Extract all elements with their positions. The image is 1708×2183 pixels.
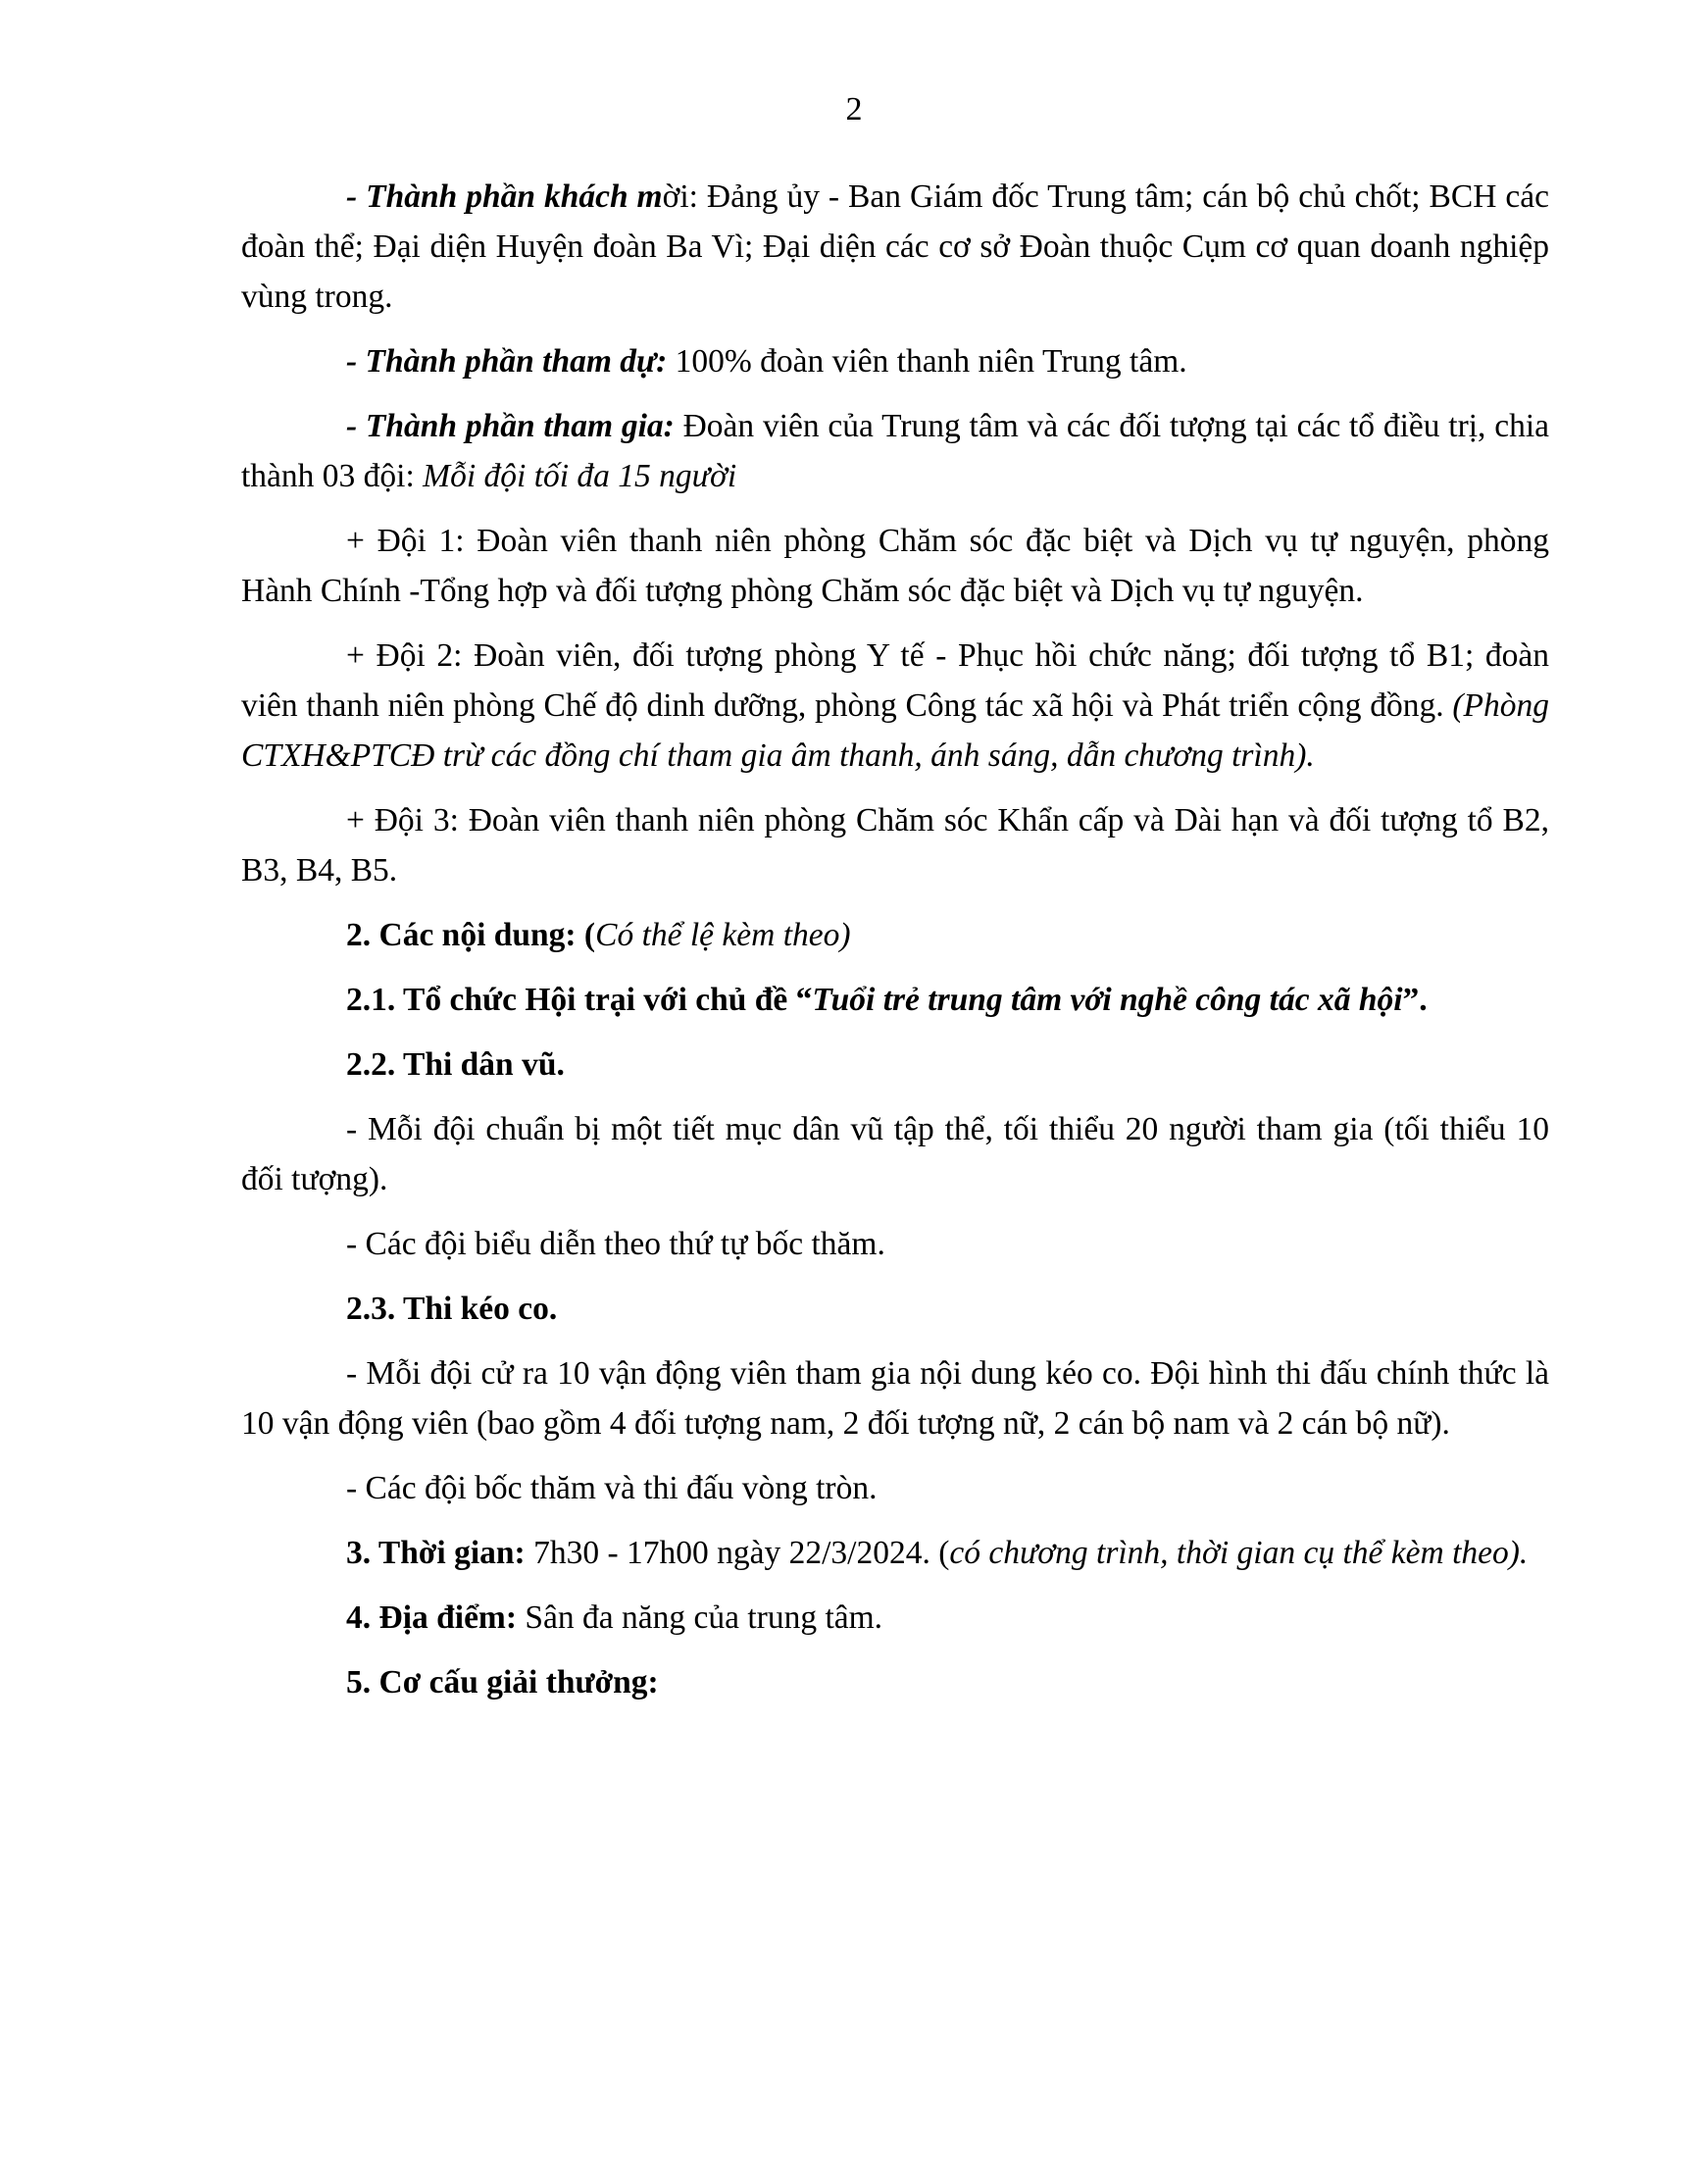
heading-dance: [241, 1040, 1549, 1090]
participants-text: Đoàn viên của Trung tâm và các đối tượng tại các tổ điều trị, chia thành 03 đội:: [241, 408, 1549, 494]
paragraph-participants: [241, 401, 1549, 501]
heading-camp: [241, 975, 1549, 1025]
participants-label: - Thành phần tham gia:: [346, 408, 675, 444]
location-label: 4. Địa điểm:: [346, 1599, 517, 1636]
guests-label: - Thành phần khách m: [346, 178, 663, 215]
paragraph-dance-1: - Mỗi đội chuẩn bị một tiết mục dân vũ tập thể, tối thiểu 20 người tham gia (tối thiểu 10 đối tượng).: [241, 1111, 1549, 1197]
paragraph-attendees: [241, 336, 1549, 386]
time-label: 3. Thời gian:: [346, 1535, 526, 1571]
time-text: 7h30 - 17h00 ngày 22/3/2024. (: [525, 1535, 950, 1571]
location-text: Sân đa năng của trung tâm.: [517, 1599, 883, 1636]
camp-label: 2.1. Tổ chức Hội trại với chủ đề “: [346, 982, 813, 1018]
heading-prizes: [241, 1657, 1549, 1707]
contents-label: 2. Các nội dung: (: [346, 917, 596, 953]
guests-text: : Đảng ủy - Ban Giám đốc Trung tâm; cán bộ chủ chốt; BCH các đoàn thể; Đại diện Huyện đoàn Ba Vì; Đại diện các cơ sở Đoàn thuộc Cụm cơ quan doanh nghiệp vùng trong.: [241, 178, 1549, 315]
attendees-label: - Thành phần tham dự:: [346, 343, 668, 380]
contents-note: Có thể lệ kèm theo): [595, 917, 851, 953]
heading-contents: [241, 910, 1549, 960]
camp-theme: Tuổi trẻ trung tâm với nghề công tác xã hội: [812, 982, 1403, 1018]
paragraph-tug-of-war-2: - Các đội bốc thăm và thi đấu vòng tròn.: [346, 1470, 878, 1506]
page-number: 2: [845, 91, 863, 127]
paragraph-team-3: + Đội 3: Đoàn viên thanh niên phòng Chăm sóc Khẩn cấp và Dài hạn và đối tượng tổ B2, B3, B4, B5.: [241, 802, 1549, 888]
dance-heading-label: 2.2. Thi dân vũ.: [346, 1046, 565, 1083]
heading-tug-of-war: [241, 1284, 1549, 1334]
camp-label-end: ”.: [1402, 982, 1428, 1018]
paragraph-guests: [241, 172, 1549, 322]
attendees-text: 100% đoàn viên thanh niên Trung tâm.: [667, 343, 1187, 380]
paragraph-dance-2: - Các đội biểu diễn theo thứ tự bốc thăm.: [346, 1226, 885, 1262]
paragraph-team-1: + Đội 1: Đoàn viên thanh niên phòng Chăm sóc đặc biệt và Dịch vụ tự nguyện, phòng Hành Chính -Tổng hợp và đối tượng phòng Chăm sóc đặc biệt và Dịch vụ tự nguyện.: [241, 523, 1549, 609]
document-body: [241, 172, 1549, 1722]
prizes-label: 5. Cơ cấu giải thưởng:: [346, 1664, 659, 1701]
participants-note: Mỗi đội tối đa 15 người: [423, 458, 737, 494]
paragraph-time: [241, 1528, 1549, 1578]
paragraph-team-2: [241, 631, 1549, 781]
team-2-note: (Phòng CTXH&PTCĐ trừ các đồng chí tham gia âm thanh, ánh sáng, dẫn chương trình).: [241, 687, 1549, 774]
paragraph-location: [241, 1593, 1549, 1643]
paragraph-tug-of-war-1: - Mỗi đội cử ra 10 vận động viên tham gia nội dung kéo co. Đội hình thi đấu chính thức là 10 vận động viên (bao gồm 4 đối tượng nam, 2 đối tượng nữ, 2 cán bộ nam và 2 cán bộ nữ).: [241, 1355, 1549, 1442]
time-note: có chương trình, thời gian cụ thể kèm theo).: [949, 1535, 1529, 1571]
tug-of-war-heading-label: 2.3. Thi kéo co.: [346, 1291, 558, 1327]
guests-label-tail: ời: [662, 178, 689, 215]
team-2-text: + Đội 2: Đoàn viên, đối tượng phòng Y tế - Phục hồi chức năng; đối tượng tổ B1; đoàn viên thanh niên phòng Chế độ dinh dưỡng, phòng Công tác xã hội và Phát triển cộng đồng.: [241, 637, 1549, 724]
